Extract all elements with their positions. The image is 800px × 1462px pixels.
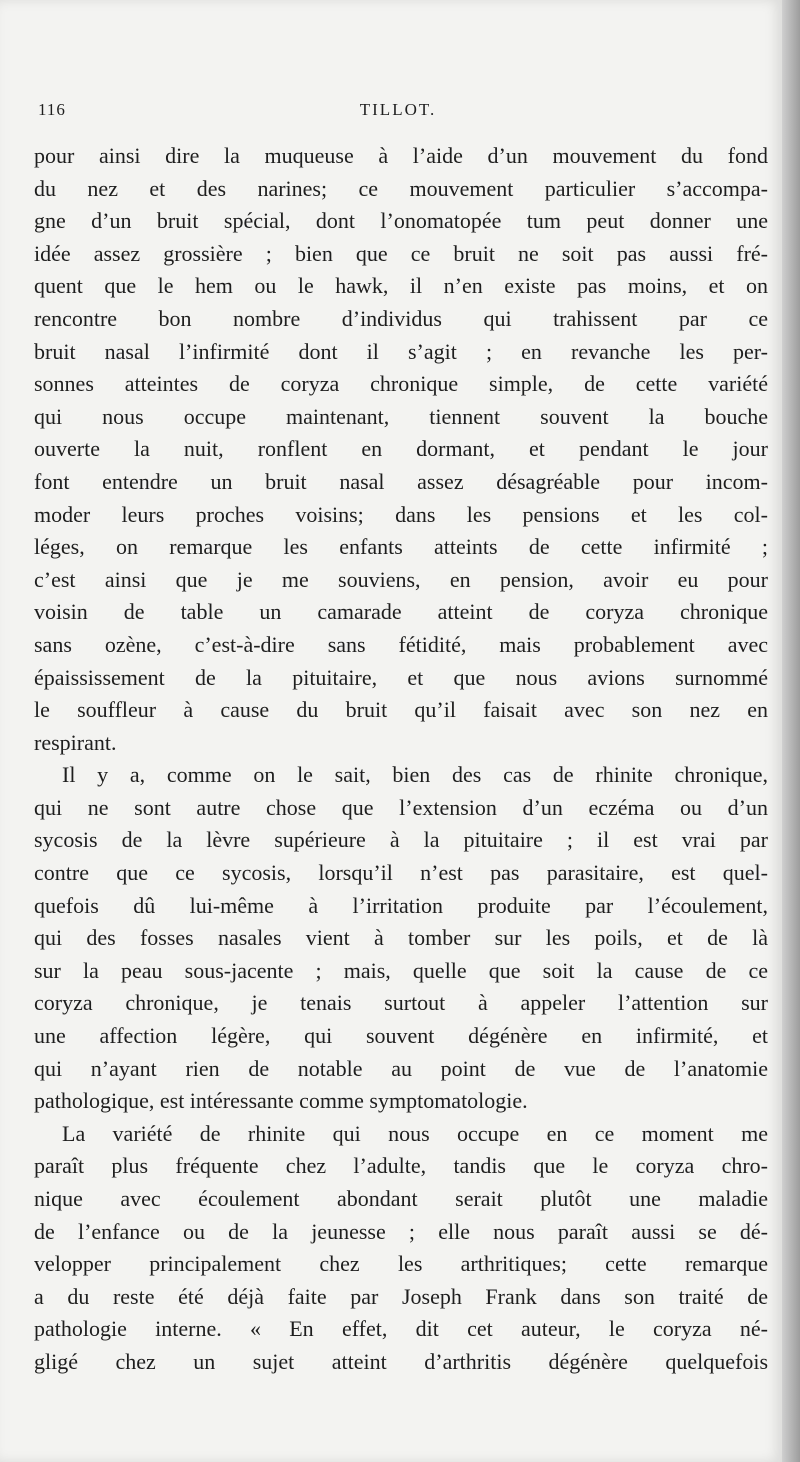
text-line: sans ozène, c’est-à-dire sans fétidité, mais probablement avec	[34, 631, 768, 657]
text-line: font entendre un bruit nasal assez désagréable pour incom-	[34, 468, 768, 494]
text-line: une affection légère, qui souvent dégénère en infirmité, et	[34, 1023, 768, 1049]
text-line: qui nous occupe maintenant, tiennent souvent la bouche	[34, 403, 768, 429]
text-line: pour ainsi dire la muqueuse à l’aide d’un mouvement du fond	[34, 143, 768, 168]
text-line: La variété de rhinite qui nous occupe en ce moment me	[62, 1120, 768, 1146]
text-line: quefois dû lui-même à l’irritation produite par l’écoulement,	[34, 892, 768, 918]
text-line: bruit nasal l’infirmité dont il s’agit ; en revanche les per-	[34, 338, 768, 364]
text-line: coryza chronique, je tenais surtout à appeler l’attention sur	[34, 990, 768, 1016]
page-edge-shadow	[782, 0, 800, 1462]
text-line: voisin de table un camarade atteint de coryza chronique	[34, 599, 768, 625]
text-line: de l’enfance ou de la jeunesse ; elle nous paraît aussi se dé-	[34, 1218, 768, 1244]
paragraph	[34, 140, 768, 759]
text-line: gne d’un bruit spécial, dont l’onomatopée tum peut donner une	[34, 208, 768, 234]
page-number: 116	[38, 100, 66, 119]
text-line: quent que le hem ou le hawk, il n’en existe pas moins, et on	[34, 273, 768, 299]
text-line: moder leurs proches voisins; dans les pensions et les col-	[34, 501, 768, 527]
text-line: contre que ce sycosis, lorsqu’il n’est pas parasitaire, est quel-	[34, 860, 768, 886]
text-line: pathologie interne. « En effet, dit cet auteur, le coryza né-	[34, 1316, 768, 1342]
text-line: le souffleur à cause du bruit qu’il faisait avec son nez en	[34, 697, 768, 723]
text-line: qui n’ayant rien de notable au point de vue de l’anatomie	[34, 1055, 768, 1081]
text-line: rencontre bon nombre d’individus qui trahissent par ce	[34, 305, 768, 331]
text-line: ouverte la nuit, ronflent en dormant, et pendant le jour	[34, 436, 768, 462]
text-line: respirant.	[34, 729, 117, 755]
text-line: pathologique, est intéressante comme symptomatologie.	[34, 1088, 528, 1114]
text-line: qui des fosses nasales vient à tomber sur les poils, et de là	[34, 925, 768, 951]
paragraph	[34, 1118, 768, 1379]
page-body	[34, 140, 768, 1379]
text-line: gligé chez un sujet atteint d’arthritis dégénère quelquefois	[34, 1348, 768, 1374]
text-line: sycosis de la lèvre supérieure à la pituitaire ; il est vrai par	[34, 827, 768, 853]
text-line: du nez et des narines; ce mouvement particulier s’accompa-	[34, 175, 768, 201]
paragraph	[34, 759, 768, 1118]
text-line: velopper principalement chez les arthritiques; cette remarque	[34, 1251, 768, 1277]
text-line: c’est ainsi que je me souviens, en pension, avoir eu pour	[34, 566, 768, 592]
text-line: qui ne sont autre chose que l’extension d’un eczéma ou d’un	[34, 794, 768, 820]
text-line: paraît plus fréquente chez l’adulte, tandis que le coryza chro-	[34, 1153, 768, 1179]
text-line: léges, on remarque les enfants atteints de cette infirmité ;	[34, 534, 768, 560]
text-line: idée assez grossière ; bien que ce bruit ne soit pas aussi fré-	[34, 240, 768, 266]
running-title: TILLOT.	[359, 100, 437, 119]
text-line: sonnes atteintes de coryza chronique simple, de cette variété	[34, 371, 768, 397]
page-header	[38, 100, 758, 126]
text-line: sur la peau sous-jacente ; mais, quelle que soit la cause de ce	[34, 957, 768, 983]
text-line: Il y a, comme on le sait, bien des cas de rhinite chronique,	[62, 762, 768, 788]
text-line: épaississement de la pituitaire, et que nous avions surnommé	[34, 664, 768, 690]
text-line: nique avec écoulement abondant serait plutôt une maladie	[34, 1186, 768, 1211]
text-line: a du reste été déjà faite par Joseph Frank dans son traité de	[34, 1283, 768, 1309]
